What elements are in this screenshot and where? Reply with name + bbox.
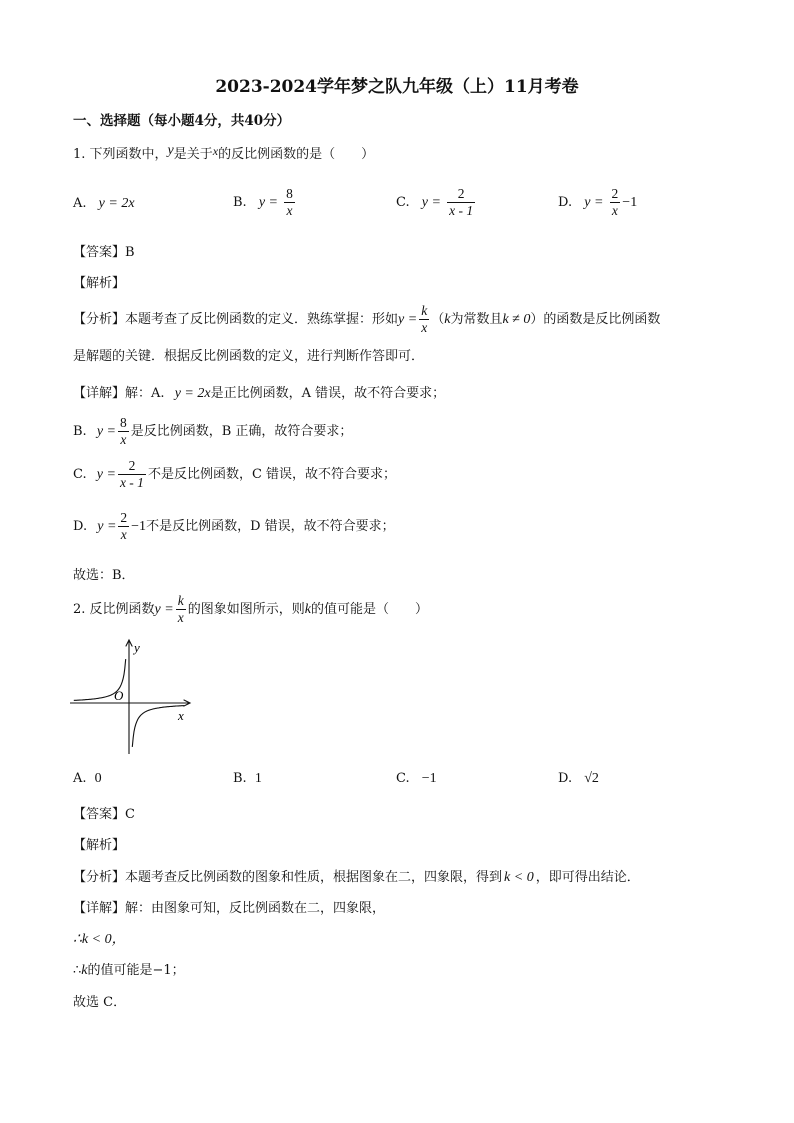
fraction: $\frac{8}{x}$: [120, 415, 127, 447]
y-axis-label: y: [134, 640, 140, 655]
fraction: $\frac{2}{x - 1}$: [449, 186, 474, 218]
q2-graph: [66, 634, 196, 758]
q1-option-c[interactable]: C. y = $\frac{2}{x - 1}$: [396, 186, 474, 218]
q1-xiangjie-a: 【详解】解：A. y = 2x是正比例函数，A 错误，故不符合要求；: [73, 386, 446, 401]
q2-option-d[interactable]: D. √2: [558, 771, 599, 786]
q2-stem: 2. 反比例函数y = $\frac{k}{x}$ 的图象如图所示，则k的值可能是（ ）: [73, 593, 428, 625]
q1-conclusion: 故选：B．: [73, 568, 135, 583]
origin-label: O: [114, 688, 124, 703]
fraction: $\frac{k}{x}$: [421, 303, 428, 335]
fraction: $\frac{8}{x}$: [286, 186, 293, 218]
q1-option-b[interactable]: B. y = $\frac{8}{x}$: [233, 186, 293, 218]
q1-analysis-tag: 【解析】: [73, 276, 126, 291]
q1-answer: 【答案】B: [73, 245, 135, 260]
q2-step2: ∴k的值可能是−1；: [73, 963, 185, 978]
q1-fenxi-line2: 是解题的关键．根据反比例函数的定义，进行判断作答即可．: [73, 349, 425, 364]
q1-xiangjie-c: C. y = $\frac{2}{x - 1}$ 不是反比例函数，C 错误，故不符合要求；: [73, 458, 397, 490]
section-heading: 一、选择题（每小题4分，共40分）: [73, 113, 291, 129]
q2-xiangjie: 【详解】解：由图象可知，反比例函数在二，四象限，: [73, 901, 386, 916]
fraction: $\frac{2}{x}$: [120, 510, 128, 542]
x-axis-label: x: [178, 708, 184, 723]
q2-answer: 【答案】C: [73, 807, 135, 822]
q1-fenxi-line1: 【分析】本题考查了反比例函数的定义．熟练掌握：形如y = $\frac{k}{x}$ （k为常数且k ≠ 0）的函数是反比例函数: [73, 303, 661, 335]
q2-step1: ∴k < 0，: [73, 932, 126, 947]
curve-branch-quadrant-4: [132, 706, 184, 747]
fraction: $\frac{2}{x - 1}$: [119, 458, 144, 490]
q1-option-d[interactable]: D. y = $\frac{2}{x}$ −1: [558, 186, 638, 218]
fraction: $\frac{k}{x}$: [177, 593, 184, 625]
q1-option-a[interactable]: A. y = 2x: [73, 196, 135, 211]
q2-option-a[interactable]: A. 0: [73, 771, 102, 786]
q2-analysis-tag: 【解析】: [73, 838, 126, 853]
q2-option-c[interactable]: C. −1: [396, 771, 437, 786]
q2-option-b[interactable]: B. 1: [233, 771, 262, 786]
q2-fenxi: 【分析】本题考查反比例函数的图象和性质，根据图象在二，四象限，得到 k < 0 ，即可得出结论．: [73, 870, 640, 885]
page-title: 2023-2024学年梦之队九年级（上）11月考卷: [215, 77, 579, 97]
q2-conclusion: 故选 C．: [73, 995, 127, 1010]
q1-stem: 1. 下列函数中，y是关于x的反比例函数的是（ ）: [73, 143, 375, 162]
fraction: $\frac{2}{x}$: [611, 186, 619, 218]
q1-xiangjie-d: D. y = $\frac{2}{x}$ −1不是反比例函数，D 错误，故不符合要求；: [73, 510, 395, 542]
q1-xiangjie-b: B. y = $\frac{8}{x}$ 是反比例函数，B 正确，故符合要求；: [73, 415, 353, 447]
